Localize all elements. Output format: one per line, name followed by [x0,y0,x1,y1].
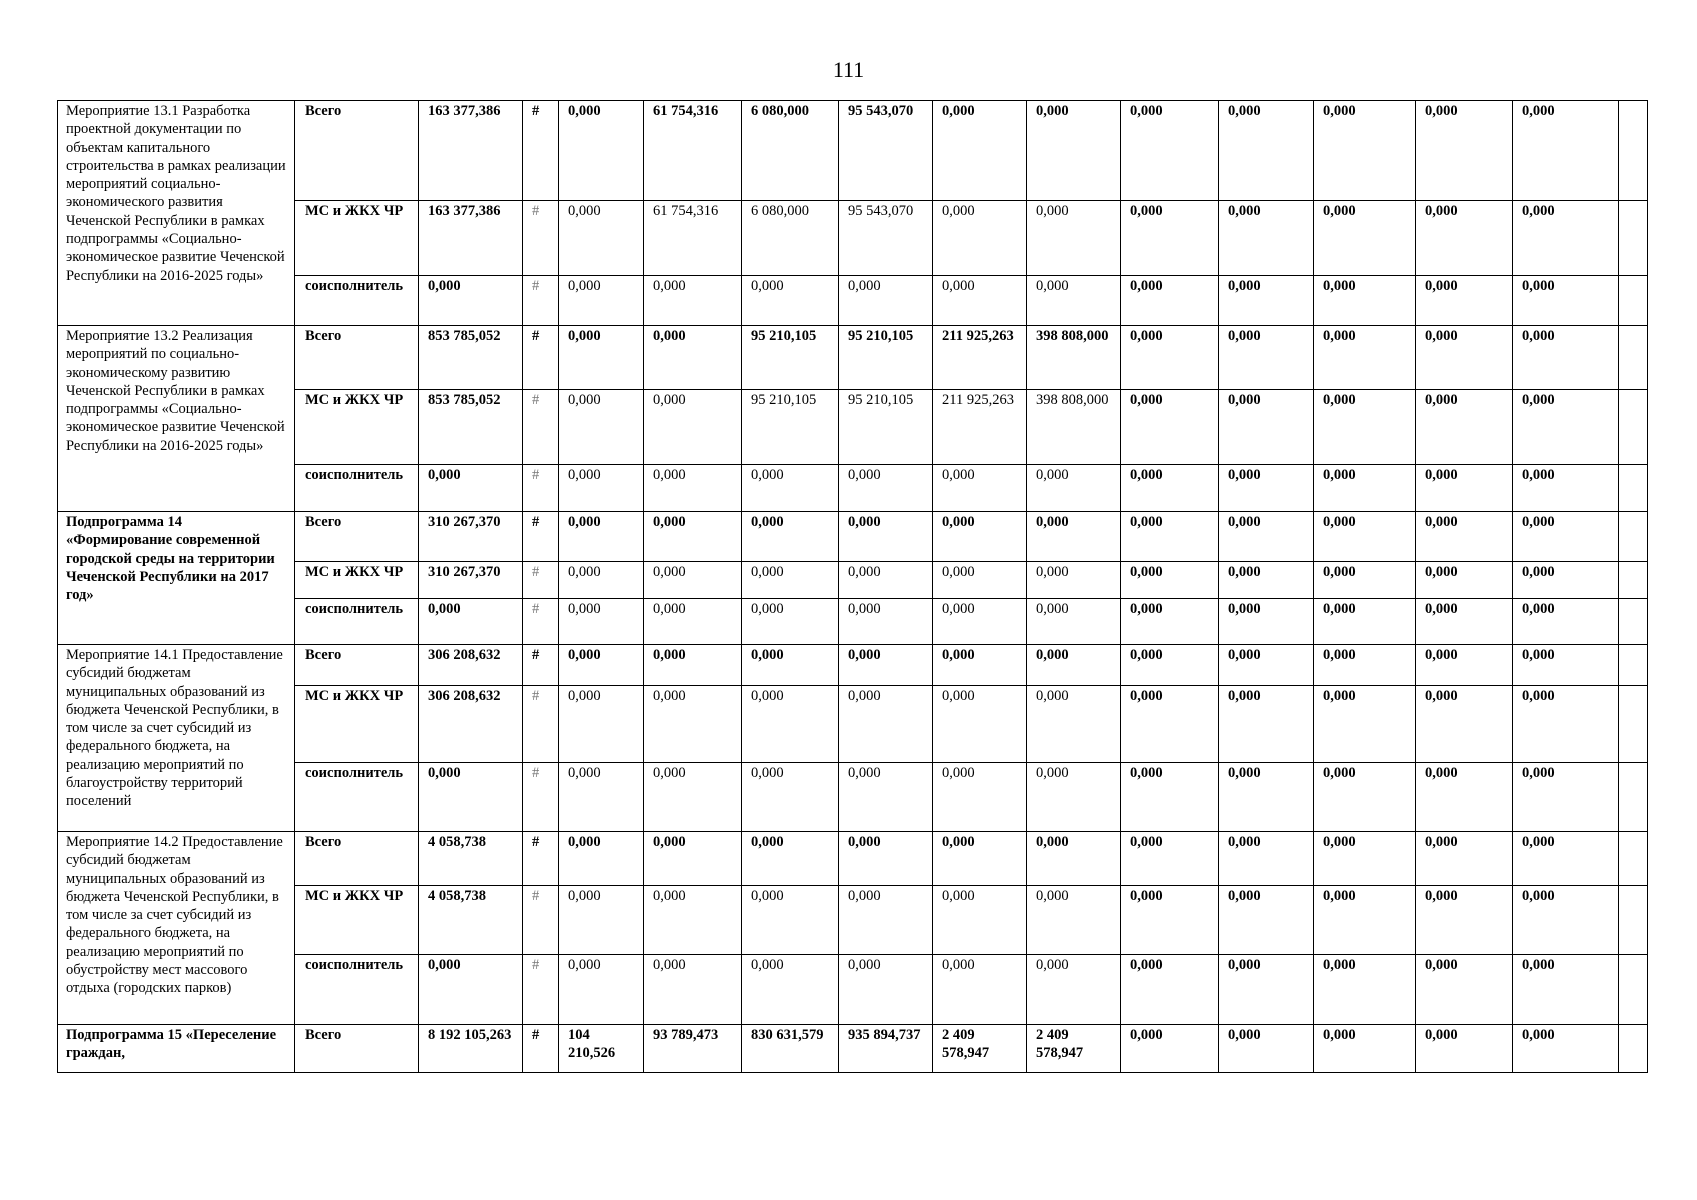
year-value: 0,000 [1513,326,1619,390]
year-value: 2 409 578,947 [1027,1025,1121,1073]
year-value: 0,000 [933,512,1027,562]
year-value: 0,000 [1027,101,1121,201]
table-row [58,276,1648,326]
empty-cell [1619,645,1648,686]
year-value: 0,000 [933,465,1027,512]
year-value: 0,000 [1314,390,1416,465]
year-value: 211 925,263 [933,390,1027,465]
year-value: 0,000 [933,686,1027,763]
year-value: 0,000 [644,465,742,512]
year-value: 0,000 [1314,832,1416,886]
activity-title: Подпрограмма 14 «Формирование современной городской среды на территории Чеченской Республики на 2017 год» [58,512,295,645]
year-value: 0,000 [559,465,644,512]
year-value: 0,000 [1219,465,1314,512]
total-amount: 0,000 [419,599,523,645]
year-value: 0,000 [1219,512,1314,562]
year-value: 0,000 [839,955,933,1025]
table-row [58,686,1648,763]
year-value: 0,000 [1027,512,1121,562]
year-value: 0,000 [1027,465,1121,512]
total-amount: 163 377,386 [419,101,523,201]
year-value: 0,000 [1314,686,1416,763]
year-value: 0,000 [1314,276,1416,326]
funding-source: Всего [295,101,419,201]
year-value: 935 894,737 [839,1025,933,1073]
table-row [58,562,1648,599]
year-value: 0,000 [1513,512,1619,562]
year-value: 0,000 [839,562,933,599]
year-value: 0,000 [644,955,742,1025]
year-value: 0,000 [644,763,742,832]
year-value: 95 210,105 [742,390,839,465]
year-value: 0,000 [644,886,742,955]
overflow-marker: # [523,101,559,201]
year-value: 0,000 [1416,201,1513,276]
page-number: 111 [832,57,865,82]
year-value: 0,000 [933,645,1027,686]
table-row [58,645,1648,686]
year-value: 0,000 [1513,955,1619,1025]
year-value: 0,000 [1314,326,1416,390]
year-value: 0,000 [1121,832,1219,886]
year-value: 0,000 [933,832,1027,886]
empty-cell [1619,201,1648,276]
year-value: 0,000 [1121,686,1219,763]
year-value: 0,000 [1219,201,1314,276]
funding-source: МС и ЖКХ ЧР [295,201,419,276]
year-value: 0,000 [742,886,839,955]
activity-title: Подпрограмма 15 «Переселение граждан, [58,1025,295,1073]
year-value: 2 409 578,947 [933,1025,1027,1073]
overflow-marker: # [523,886,559,955]
empty-cell [1619,599,1648,645]
year-value: 830 631,579 [742,1025,839,1073]
year-value: 0,000 [1219,390,1314,465]
year-value: 0,000 [1027,562,1121,599]
year-value: 6 080,000 [742,101,839,201]
year-value: 0,000 [559,645,644,686]
activity-title: Мероприятие 13.2 Реализация мероприятий по социально-экономическому развитию Чеченской Республики в рамках подпрограммы «Социально-экономическое развитие Чеченской Республики на 2016-2025 годы» [58,326,295,512]
year-value: 0,000 [1513,201,1619,276]
year-value: 0,000 [1416,686,1513,763]
year-value: 0,000 [839,645,933,686]
budget-table [57,100,1648,1073]
year-value: 0,000 [1416,832,1513,886]
table-row [58,955,1648,1025]
total-amount: 853 785,052 [419,326,523,390]
year-value: 0,000 [933,763,1027,832]
year-value: 0,000 [1027,886,1121,955]
year-value: 0,000 [1027,599,1121,645]
year-value: 95 210,105 [839,390,933,465]
total-amount: 4 058,738 [419,886,523,955]
year-value: 0,000 [1121,326,1219,390]
year-value: 0,000 [559,599,644,645]
year-value: 0,000 [1513,562,1619,599]
year-value: 0,000 [644,832,742,886]
total-amount: 310 267,370 [419,512,523,562]
year-value: 0,000 [742,763,839,832]
year-value: 0,000 [1219,686,1314,763]
year-value: 0,000 [644,562,742,599]
overflow-marker: # [523,955,559,1025]
year-value: 0,000 [1513,886,1619,955]
year-value: 0,000 [839,686,933,763]
year-value: 0,000 [1314,599,1416,645]
year-value: 0,000 [559,390,644,465]
year-value: 0,000 [1219,832,1314,886]
year-value: 0,000 [644,326,742,390]
year-value: 0,000 [559,201,644,276]
year-value: 61 754,316 [644,101,742,201]
year-value: 0,000 [559,101,644,201]
year-value: 95 210,105 [742,326,839,390]
year-value: 0,000 [1513,465,1619,512]
overflow-marker: # [523,686,559,763]
total-amount: 4 058,738 [419,832,523,886]
total-amount: 0,000 [419,763,523,832]
year-value: 0,000 [644,599,742,645]
year-value: 211 925,263 [933,326,1027,390]
overflow-marker: # [523,562,559,599]
year-value: 0,000 [1513,763,1619,832]
year-value: 0,000 [559,562,644,599]
year-value: 0,000 [933,599,1027,645]
year-value: 0,000 [933,276,1027,326]
funding-source: Всего [295,512,419,562]
activity-title: Мероприятие 14.1 Предоставление субсидий бюджетам муниципальных образований из бюджета Чеченской Республики, в том числе за счет субсидий из федерального бюджета, на реализацию мероприятий по благоустройству территорий поселений [58,645,295,832]
year-value: 0,000 [1027,645,1121,686]
table-row [58,465,1648,512]
year-value: 0,000 [1027,201,1121,276]
table-row [58,326,1648,390]
year-value: 0,000 [644,645,742,686]
year-value: 0,000 [933,201,1027,276]
year-value: 0,000 [1314,645,1416,686]
empty-cell [1619,276,1648,326]
funding-source: Всего [295,1025,419,1073]
year-value: 95 210,105 [839,326,933,390]
empty-cell [1619,390,1648,465]
year-value: 0,000 [644,390,742,465]
total-amount: 853 785,052 [419,390,523,465]
table-row [58,1025,1648,1073]
empty-cell [1619,512,1648,562]
year-value: 0,000 [1121,512,1219,562]
empty-cell [1619,326,1648,390]
year-value: 0,000 [1121,201,1219,276]
funding-source: МС и ЖКХ ЧР [295,886,419,955]
year-value: 0,000 [1121,955,1219,1025]
year-value: 0,000 [1513,101,1619,201]
year-value: 0,000 [1314,886,1416,955]
year-value: 0,000 [1121,562,1219,599]
funding-source: МС и ЖКХ ЧР [295,390,419,465]
year-value: 0,000 [559,276,644,326]
funding-source: МС и ЖКХ ЧР [295,562,419,599]
year-value: 0,000 [742,276,839,326]
year-value: 0,000 [1314,465,1416,512]
year-value: 0,000 [742,562,839,599]
overflow-marker: # [523,201,559,276]
year-value: 0,000 [559,886,644,955]
year-value: 0,000 [742,599,839,645]
year-value: 0,000 [742,645,839,686]
year-value: 0,000 [1416,645,1513,686]
year-value: 0,000 [1219,101,1314,201]
empty-cell [1619,832,1648,886]
year-value: 0,000 [1416,276,1513,326]
total-amount: 310 267,370 [419,562,523,599]
overflow-marker: # [523,465,559,512]
year-value: 0,000 [839,599,933,645]
year-value: 0,000 [559,686,644,763]
year-value: 0,000 [839,763,933,832]
overflow-marker: # [523,763,559,832]
activity-title: Мероприятие 14.2 Предоставление субсидий бюджетам муниципальных образований из бюджета Чеченской Республики, в том числе за счет субсидий из федерального бюджета, на реализацию мероприятий по обустройству мест массового отдыха (городских парков) [58,832,295,1025]
year-value: 0,000 [839,512,933,562]
year-value: 95 543,070 [839,101,933,201]
funding-source: Всего [295,326,419,390]
year-value: 0,000 [1416,955,1513,1025]
year-value: 0,000 [1416,101,1513,201]
year-value: 0,000 [1513,599,1619,645]
year-value: 0,000 [1027,832,1121,886]
year-value: 0,000 [933,562,1027,599]
total-amount: 163 377,386 [419,201,523,276]
year-value: 0,000 [1121,465,1219,512]
year-value: 0,000 [1314,101,1416,201]
year-value: 398 808,000 [1027,390,1121,465]
year-value: 0,000 [933,886,1027,955]
year-value: 0,000 [839,276,933,326]
year-value: 0,000 [933,101,1027,201]
year-value: 0,000 [742,955,839,1025]
year-value: 0,000 [1314,955,1416,1025]
year-value: 0,000 [1121,645,1219,686]
year-value: 0,000 [1513,645,1619,686]
overflow-marker: # [523,390,559,465]
year-value: 0,000 [1416,326,1513,390]
year-value: 0,000 [1121,276,1219,326]
year-value: 0,000 [1416,512,1513,562]
year-value: 0,000 [1416,390,1513,465]
total-amount: 306 208,632 [419,645,523,686]
year-value: 0,000 [1219,645,1314,686]
year-value: 0,000 [1416,562,1513,599]
year-value: 0,000 [1121,390,1219,465]
year-value: 0,000 [1314,763,1416,832]
table-row [58,201,1648,276]
funding-source: соисполнитель [295,465,419,512]
year-value: 0,000 [1513,832,1619,886]
funding-source: соисполнитель [295,955,419,1025]
empty-cell [1619,1025,1648,1073]
year-value: 0,000 [1219,326,1314,390]
year-value: 0,000 [1121,599,1219,645]
year-value: 0,000 [742,465,839,512]
year-value: 0,000 [1416,465,1513,512]
year-value: 0,000 [1513,390,1619,465]
year-value: 0,000 [1513,1025,1619,1073]
year-value: 0,000 [933,955,1027,1025]
year-value: 0,000 [1416,886,1513,955]
year-value: 6 080,000 [742,201,839,276]
overflow-marker: # [523,599,559,645]
year-value: 0,000 [559,832,644,886]
overflow-marker: # [523,832,559,886]
table-row [58,512,1648,562]
table-row [58,390,1648,465]
year-value: 61 754,316 [644,201,742,276]
year-value: 0,000 [742,832,839,886]
year-value: 0,000 [742,512,839,562]
year-value: 0,000 [1314,1025,1416,1073]
total-amount: 0,000 [419,465,523,512]
year-value: 0,000 [839,832,933,886]
year-value: 0,000 [742,686,839,763]
table-row [58,101,1648,201]
year-value: 0,000 [1219,763,1314,832]
funding-source: Всего [295,832,419,886]
overflow-marker: # [523,512,559,562]
year-value: 0,000 [839,886,933,955]
empty-cell [1619,886,1648,955]
year-value: 0,000 [1121,763,1219,832]
total-amount: 0,000 [419,276,523,326]
overflow-marker: # [523,645,559,686]
total-amount: 306 208,632 [419,686,523,763]
table-row [58,832,1648,886]
total-amount: 8 192 105,263 [419,1025,523,1073]
overflow-marker: # [523,1025,559,1073]
year-value: 0,000 [1416,599,1513,645]
year-value: 0,000 [1027,763,1121,832]
year-value: 0,000 [644,276,742,326]
overflow-marker: # [523,326,559,390]
year-value: 104 210,526 [559,1025,644,1073]
funding-source: соисполнитель [295,276,419,326]
funding-source: соисполнитель [295,763,419,832]
year-value: 95 543,070 [839,201,933,276]
year-value: 0,000 [1027,276,1121,326]
total-amount: 0,000 [419,955,523,1025]
year-value: 0,000 [1027,686,1121,763]
year-value: 0,000 [559,326,644,390]
year-value: 0,000 [1314,512,1416,562]
empty-cell [1619,686,1648,763]
year-value: 0,000 [1513,686,1619,763]
year-value: 0,000 [1121,1025,1219,1073]
year-value: 0,000 [644,686,742,763]
year-value: 0,000 [559,955,644,1025]
year-value: 0,000 [1121,101,1219,201]
empty-cell [1619,101,1648,201]
empty-cell [1619,562,1648,599]
year-value: 93 789,473 [644,1025,742,1073]
year-value: 0,000 [1219,599,1314,645]
year-value: 0,000 [1219,562,1314,599]
year-value: 0,000 [1219,1025,1314,1073]
year-value: 0,000 [1027,955,1121,1025]
year-value: 0,000 [1513,276,1619,326]
year-value: 0,000 [1314,562,1416,599]
year-value: 0,000 [839,465,933,512]
table-row [58,763,1648,832]
table-row [58,599,1648,645]
year-value: 0,000 [1416,1025,1513,1073]
empty-cell [1619,955,1648,1025]
year-value: 0,000 [559,512,644,562]
table-row [58,886,1648,955]
overflow-marker: # [523,276,559,326]
year-value: 0,000 [1121,886,1219,955]
year-value: 0,000 [644,512,742,562]
year-value: 0,000 [1219,886,1314,955]
year-value: 398 808,000 [1027,326,1121,390]
empty-cell [1619,465,1648,512]
funding-source: Всего [295,645,419,686]
year-value: 0,000 [1314,201,1416,276]
year-value: 0,000 [1219,955,1314,1025]
funding-source: соисполнитель [295,599,419,645]
empty-cell [1619,763,1648,832]
year-value: 0,000 [1416,763,1513,832]
activity-title: Мероприятие 13.1 Разработка проектной документации по объектам капитального строительства в рамках реализации мероприятий социально-экономического развития Чеченской Республики в рамках подпрограммы «Социально-экономическое развитие Чеченской Республики на 2016-2025 годы» [58,101,295,326]
year-value: 0,000 [1219,276,1314,326]
funding-source: МС и ЖКХ ЧР [295,686,419,763]
year-value: 0,000 [559,763,644,832]
